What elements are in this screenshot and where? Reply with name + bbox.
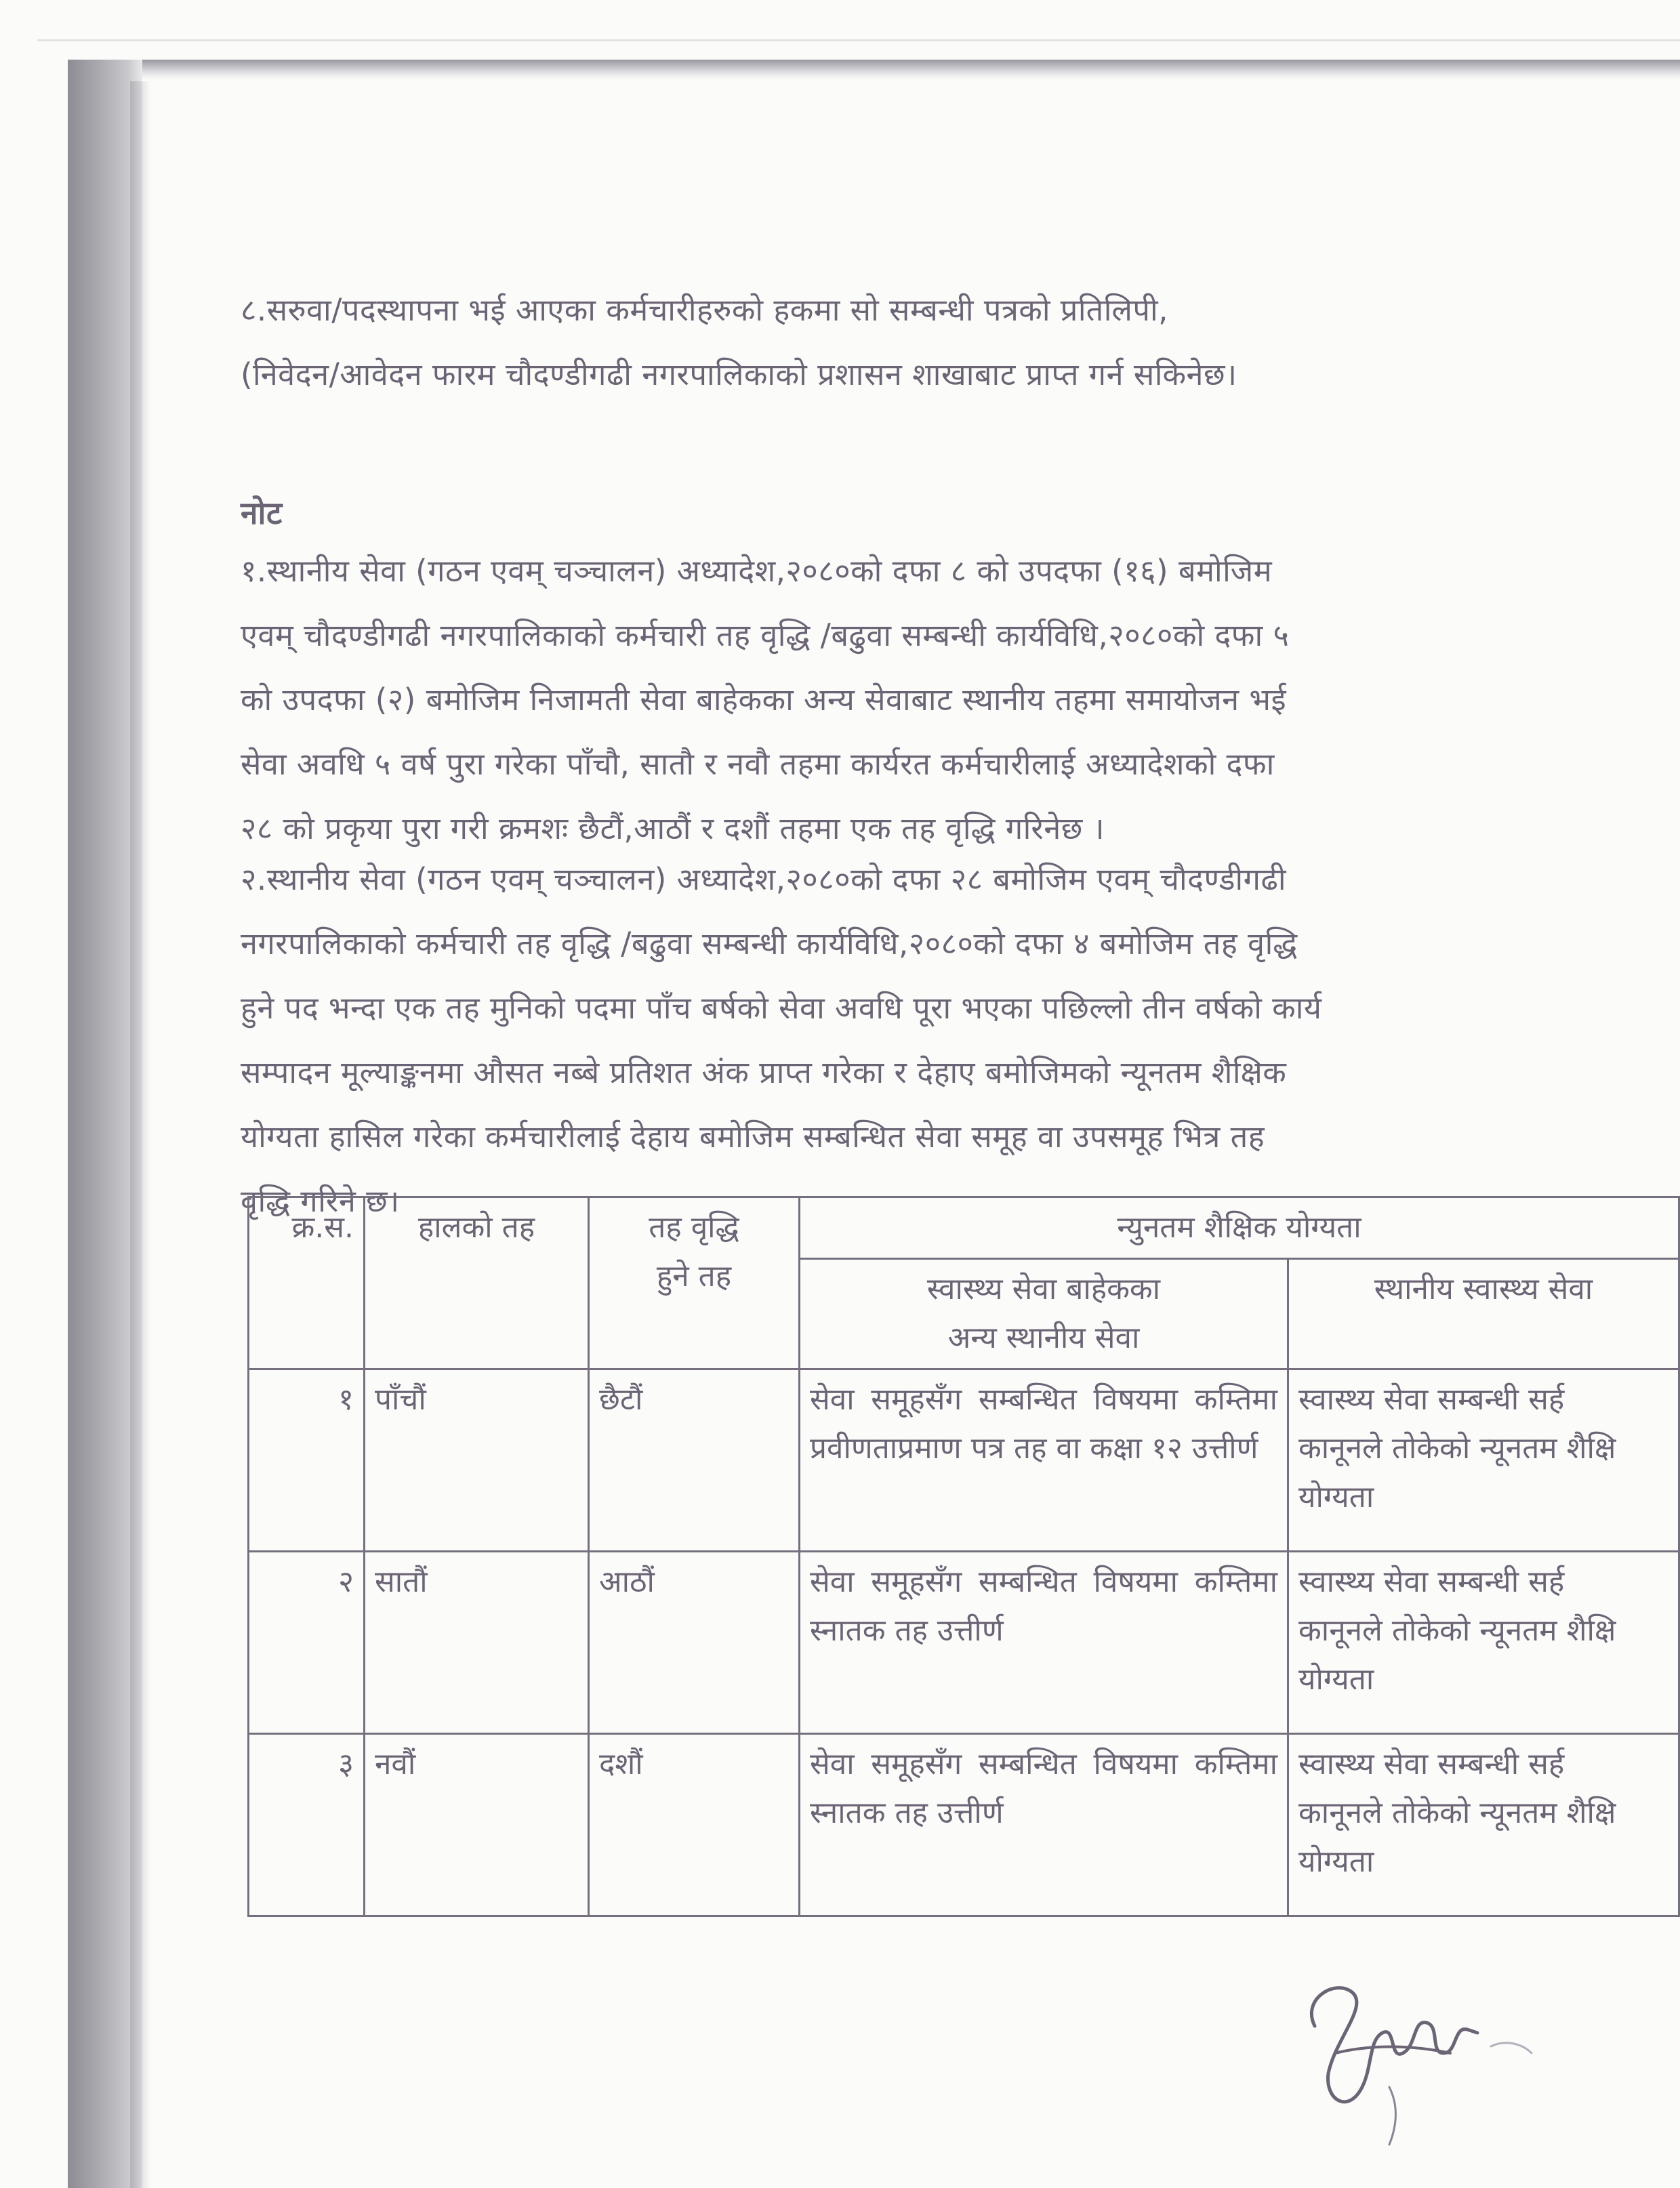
- header-upgrade-level-line: तह वृद्धि: [649, 1210, 739, 1245]
- header-other-local-services: [800, 1259, 1288, 1369]
- note-point-2-line: योग्यता हासिल गरेका कर्मचारीलाई देहाय बमोजिम सम्बन्धित सेवा समूह वा उपसमूह भित्र तह: [241, 1119, 1265, 1155]
- table-header-row: [249, 1197, 1679, 1259]
- note-point-1-line: सेवा अवधि ५ वर्ष पुरा गरेका पाँचौ, सातौ र नवौ तहमा कार्यरत कर्मचारीलाई अध्यादेशको दफा: [241, 746, 1275, 782]
- cell-upgrade-level: दशौं: [589, 1734, 800, 1916]
- cell-qualification-health: [1288, 1369, 1679, 1552]
- handwritten-signature: [1288, 1952, 1559, 2155]
- cell-qualification-health-line: योग्यता: [1298, 1844, 1374, 1879]
- application-form-note: (निवेदन/आवेदन फारम चौदण्डीगढी नगरपालिकाको प्रशासन शाखाबाट प्राप्त गर्न सकिनेछ।: [241, 356, 1237, 392]
- note-point-1-line: एवम् चौदण्डीगढी नगरपालिकाको कर्मचारी तह वृद्धि /बढुवा सम्बन्धी कार्यविधि,२०८०को दफा ५: [241, 617, 1290, 653]
- note-heading: नोट: [241, 495, 283, 531]
- cell-qualification-other: सेवा समूहसँग सम्बन्धित विषयमा कम्तिमा स्नातक तह उत्तीर्ण: [800, 1734, 1288, 1916]
- cell-current-level: नवौं: [365, 1734, 589, 1916]
- cell-qualification-health-line: स्वास्थ्य सेवा सम्बन्धी सर्ह: [1298, 1382, 1565, 1417]
- table-row: [249, 1552, 1679, 1734]
- note-point-2-line: २.स्थानीय सेवा (गठन एवम् चञ्चालन) अध्यादेश,२०८०को दफा २८ बमोजिम एवम् चौदण्डीगढी: [241, 861, 1286, 897]
- cell-current-level: सातौं: [365, 1552, 589, 1734]
- page-top-line: [37, 39, 1680, 41]
- scan-shadow-left-inner: [130, 81, 150, 2188]
- scan-shadow-top: [68, 60, 1680, 80]
- header-other-local-services-line: अन्य स्थानीय सेवा: [947, 1321, 1140, 1355]
- note-point-2-line: वृद्धि गरिने छ।: [241, 1183, 400, 1219]
- qualification-table: [247, 1196, 1680, 1917]
- cell-qualification-health-line: स्वास्थ्य सेवा सम्बन्धी सर्ह: [1298, 1747, 1565, 1781]
- header-current-level: हालको तह: [365, 1197, 589, 1369]
- requirement-item-8: ८.सरुवा/पदस्थापना भई आएका कर्मचारीहरुको हकमा सो सम्बन्धी पत्रको प्रतिलिपी,: [241, 292, 1168, 328]
- header-serial-number: क्र.स.: [249, 1197, 365, 1369]
- header-other-local-services-line: स्वास्थ्य सेवा बाहेकका: [926, 1272, 1161, 1306]
- cell-serial-number: १: [249, 1369, 365, 1552]
- cell-serial-number: ३: [249, 1734, 365, 1916]
- cell-qualification-health-line: योग्यता: [1298, 1662, 1374, 1697]
- cell-qualification-health-line: कानूनले तोकेको न्यूनतम शैक्षि: [1298, 1431, 1616, 1466]
- header-upgrade-level: [589, 1197, 800, 1369]
- cell-qualification-health-line: कानूनले तोकेको न्यूनतम शैक्षि: [1298, 1796, 1616, 1830]
- table-row: [249, 1369, 1679, 1552]
- note-point-1: [241, 539, 1596, 861]
- cell-qualification-other: सेवा समूहसँग सम्बन्धित विषयमा कम्तिमा स्नातक तह उत्तीर्ण: [800, 1552, 1288, 1734]
- header-min-qualification: न्युनतम शैक्षिक योग्यता: [800, 1197, 1679, 1259]
- cell-qualification-health: [1288, 1734, 1679, 1916]
- cell-qualification-health: [1288, 1552, 1679, 1734]
- cell-qualification-health-line: स्वास्थ्य सेवा सम्बन्धी सर्ह: [1298, 1565, 1565, 1599]
- cell-upgrade-level: छैटौं: [589, 1369, 800, 1552]
- header-upgrade-level-line: हुने तह: [656, 1259, 732, 1294]
- header-local-health-service: स्थानीय स्वास्थ्य सेवा: [1288, 1259, 1679, 1369]
- cell-serial-number: २: [249, 1552, 365, 1734]
- table-row: [249, 1734, 1679, 1916]
- note-point-1-line: १.स्थानीय सेवा (गठन एवम् चञ्चालन) अध्यादेश,२०८०को दफा ८ को उपदफा (१६) बमोजिम: [241, 553, 1273, 589]
- cell-qualification-health-line: कानूनले तोकेको न्यूनतम शैक्षि: [1298, 1613, 1616, 1648]
- cell-qualification-health-line: योग्यता: [1298, 1480, 1374, 1514]
- note-point-1-line: २८ को प्रकृया पुरा गरी क्रमशः छैटौं,आठौं र दशौं तहमा एक तह वृद्धि गरिनेछ ।: [241, 810, 1105, 846]
- note-point-2-line: नगरपालिकाको कर्मचारी तह वृद्धि /बढुवा सम्बन्धी कार्यविधि,२०८०को दफा ४ बमोजिम तह वृद्धि: [241, 926, 1298, 962]
- note-point-2-line: हुने पद भन्दा एक तह मुनिको पदमा पाँच बर्षको सेवा अवधि पूरा भएका पछिल्लो तीन वर्षको कार्य: [241, 990, 1322, 1026]
- cell-upgrade-level: आठौं: [589, 1552, 800, 1734]
- cell-current-level: पाँचौं: [365, 1369, 589, 1552]
- note-point-2-line: सम्पादन मूल्याङ्कनमा औसत नब्बे प्रतिशत अंक प्राप्त गरेका र देहाए बमोजिमको न्यूनतम शैक्षिक: [241, 1054, 1287, 1090]
- cell-qualification-other: सेवा समूहसँग सम्बन्धित विषयमा कम्तिमा प्रवीणताप्रमाण पत्र तह वा कक्षा १२ उत्तीर्ण: [800, 1369, 1288, 1552]
- note-point-1-line: को उपदफा (२) बमोजिम निजामती सेवा बाहेकका अन्य सेवाबाट स्थानीय तहमा समायोजन भई: [241, 682, 1287, 718]
- note-point-2: [241, 847, 1596, 1233]
